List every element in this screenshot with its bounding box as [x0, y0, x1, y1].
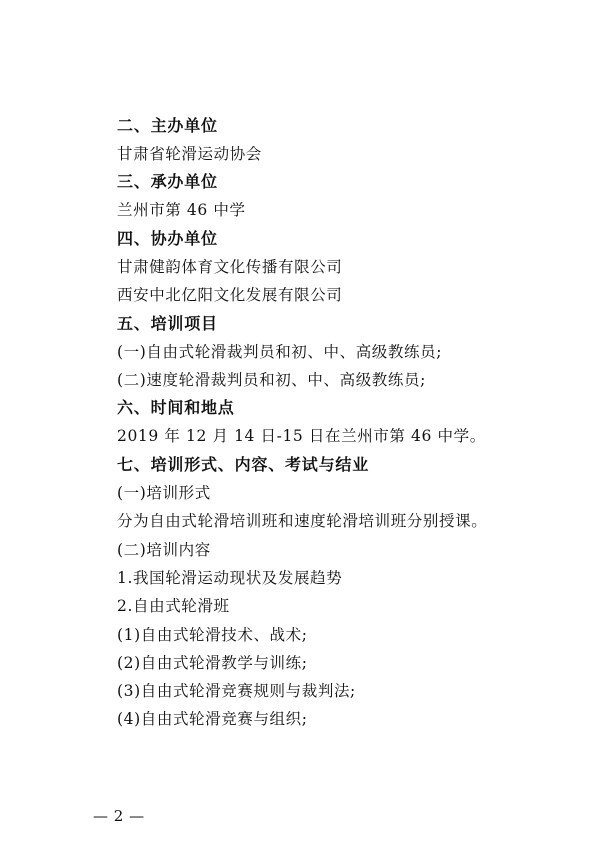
- training-item: (二)速度轮滑裁判员和初、中、高级教练员;: [117, 371, 426, 389]
- organizer-name: 甘肃省轮滑运动协会: [117, 145, 262, 163]
- heading-training-items: 五、培训项目: [117, 314, 218, 333]
- content-subitem: (3)自由式轮滑竞赛规则与裁判法;: [117, 682, 356, 700]
- co-organizer-name: 甘肃健韵体育文化传播有限公司: [117, 258, 343, 276]
- heading-co-organizer: 四、协办单位: [117, 229, 218, 248]
- host-name: 兰州市第 46 中学: [117, 201, 246, 219]
- content-subitem: (2)自由式轮滑教学与训练;: [117, 654, 308, 672]
- content-subitem: (1)自由式轮滑技术、战术;: [117, 626, 308, 644]
- heading-host: 三、承办单位: [117, 172, 218, 191]
- heading-training-format: 七、培训形式、内容、考试与结业: [117, 455, 370, 474]
- content-item: 1.我国轮滑运动现状及发展趋势: [117, 569, 343, 587]
- co-organizer-name: 西安中北亿阳文化发展有限公司: [117, 286, 343, 304]
- training-item: (一)自由式轮滑裁判员和初、中、高级教练员;: [117, 343, 443, 361]
- time-place-text: 2019 年 12 月 14 日-15 日在兰州市第 46 中学。: [117, 427, 486, 445]
- page-number: — 2 —: [93, 807, 145, 825]
- heading-organizer: 二、主办单位: [117, 116, 218, 135]
- subheading-format: (一)培训形式: [117, 484, 211, 502]
- content-subitem: (4)自由式轮滑竞赛与组织;: [117, 710, 308, 728]
- content-item: 2.自由式轮滑班: [117, 597, 230, 615]
- subheading-content: (二)培训内容: [117, 541, 211, 559]
- format-text: 分为自由式轮滑培训班和速度轮滑培训班分别授课。: [117, 512, 488, 530]
- heading-time-place: 六、时间和地点: [117, 398, 235, 417]
